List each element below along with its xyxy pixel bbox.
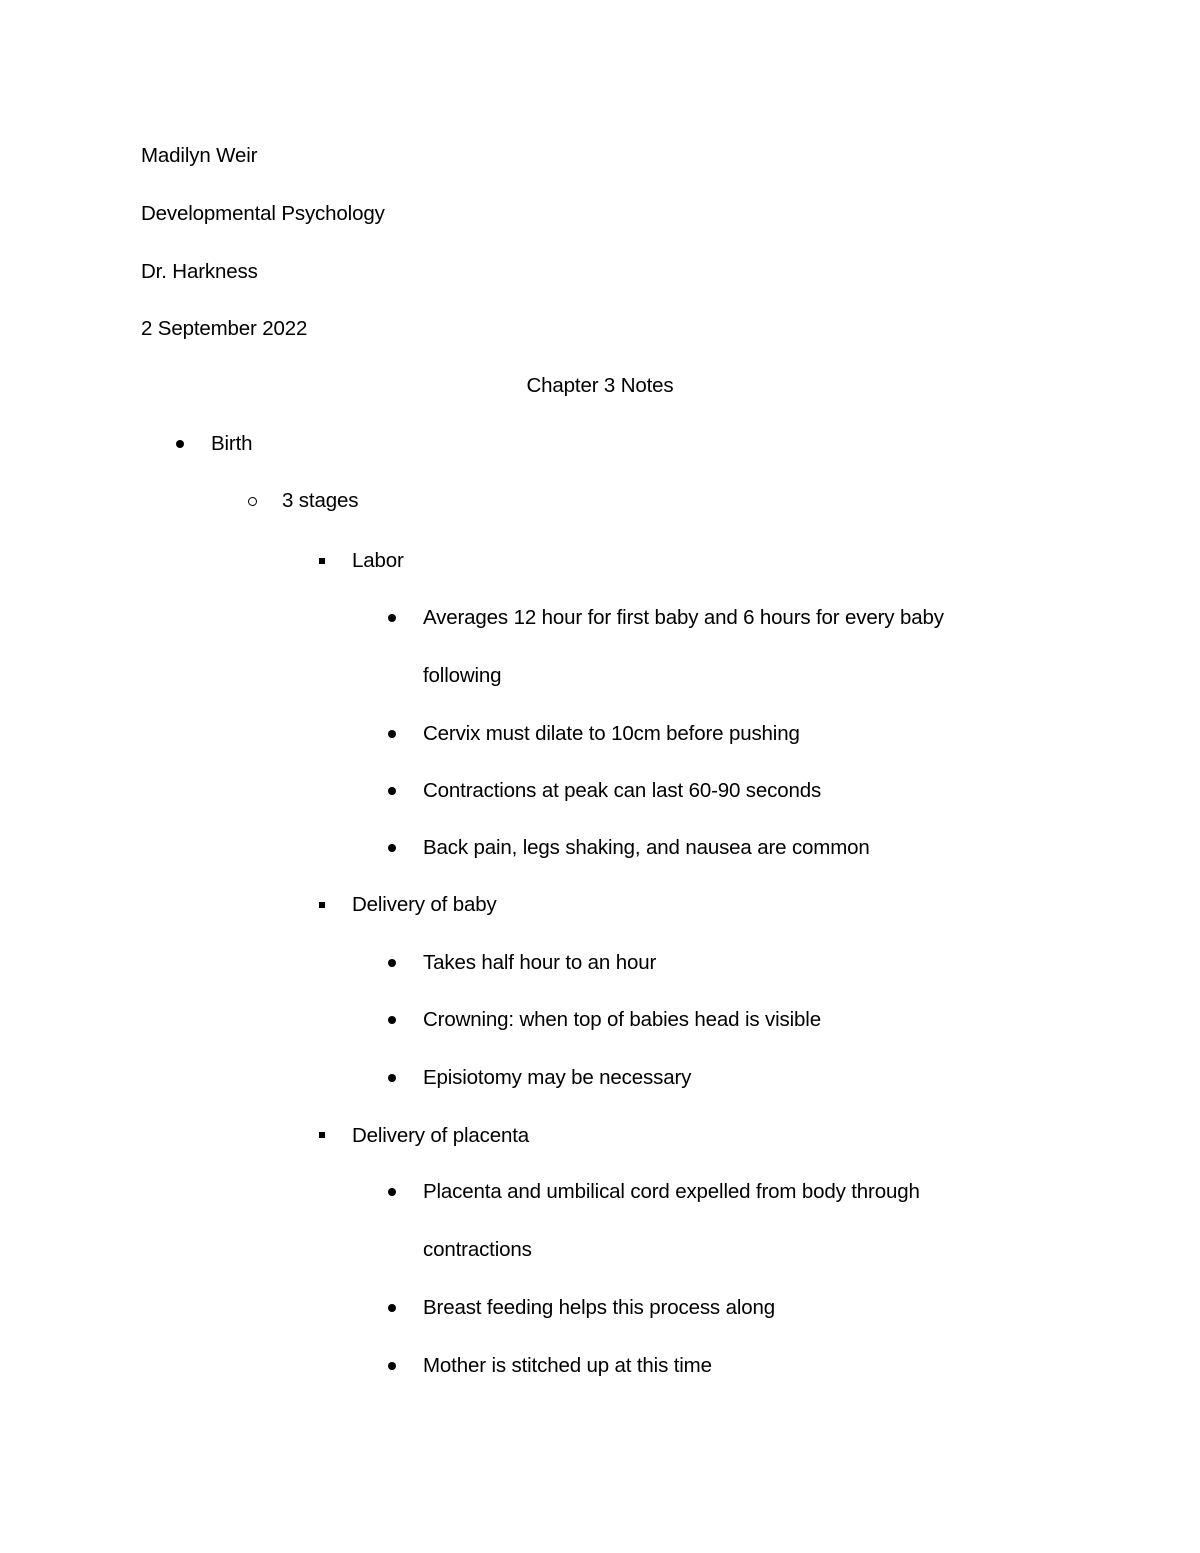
stage-point: Placenta and umbilical cord expelled from body through [423, 1180, 920, 1203]
instructor-name: Dr. Harkness [141, 260, 258, 283]
stage-point: Breast feeding helps this process along [423, 1296, 775, 1319]
stage-point: Mother is stitched up at this time [423, 1354, 712, 1377]
document-date: 2 September 2022 [141, 317, 308, 340]
stage-point: Contractions at peak can last 60-90 seconds [423, 779, 822, 802]
bullet-disc-icon [388, 959, 396, 967]
stage-label: Labor [352, 549, 404, 572]
stage-point: Takes half hour to an hour [423, 951, 657, 974]
author-name: Madilyn Weir [141, 144, 258, 167]
course-name: Developmental Psychology [141, 202, 385, 225]
outline-subtopic: 3 stages [282, 489, 359, 512]
document-title: Chapter 3 Notes [526, 374, 674, 397]
bullet-disc-icon [388, 1188, 396, 1196]
stage-label: Delivery of placenta [352, 1124, 530, 1147]
bullet-square-icon [319, 1132, 325, 1138]
stage-point: Episiotomy may be necessary [423, 1066, 692, 1089]
stage-label: Delivery of baby [352, 893, 497, 916]
bullet-disc-icon [388, 844, 396, 852]
bullet-disc-icon [388, 730, 396, 738]
stage-point: Averages 12 hour for first baby and 6 hours for every baby [423, 606, 944, 629]
bullet-disc-icon [388, 1016, 396, 1024]
bullet-square-icon [319, 558, 325, 564]
bullet-disc-icon [388, 1362, 396, 1370]
bullet-disc-icon [176, 440, 184, 448]
bullet-circle-icon [248, 497, 257, 506]
bullet-square-icon [319, 902, 325, 908]
stage-point: Cervix must dilate to 10cm before pushing [423, 722, 800, 745]
bullet-disc-icon [388, 1304, 396, 1312]
bullet-disc-icon [388, 1074, 396, 1082]
stage-point-continuation: following [423, 664, 502, 687]
stage-point: Crowning: when top of babies head is visible [423, 1008, 821, 1031]
bullet-disc-icon [388, 614, 396, 622]
stage-point: Back pain, legs shaking, and nausea are common [423, 836, 870, 859]
outline-topic: Birth [211, 432, 253, 455]
bullet-disc-icon [388, 787, 396, 795]
stage-point-continuation: contractions [423, 1238, 532, 1261]
